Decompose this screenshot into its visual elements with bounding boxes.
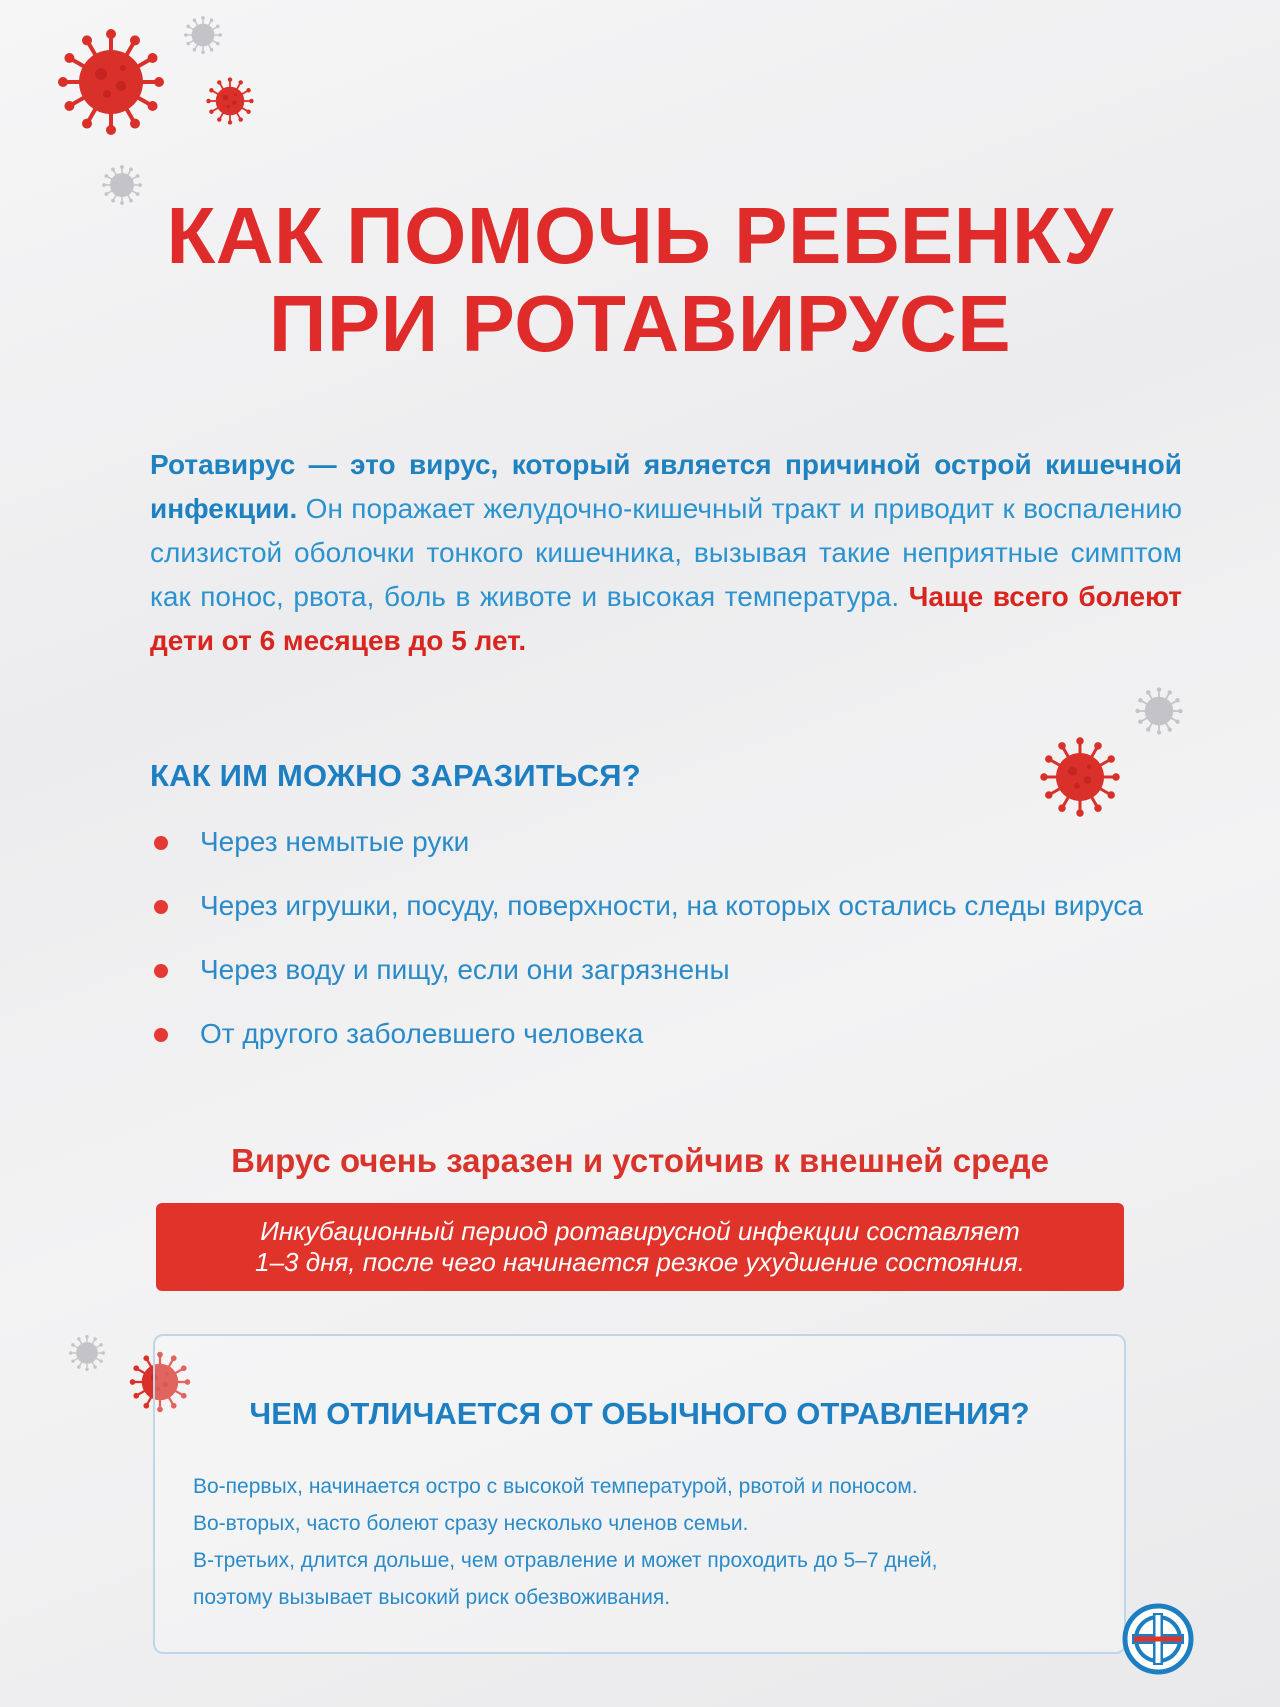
list-item-text: Через немытые руки (200, 826, 470, 857)
banner-line-1: Инкубационный период ротавирусной инфекции составляет (260, 1216, 1020, 1246)
logo-icon (1122, 1603, 1194, 1675)
contagious-notice: Вирус очень заразен и устойчив к внешней среде (231, 1142, 1049, 1179)
intro-age-note: Чаще всего болеют дети от 6 месяцев до 5 лет. (150, 581, 1182, 656)
virus-icon (183, 15, 223, 55)
list-item (150, 826, 1150, 858)
bullet-icon (154, 1028, 168, 1042)
virus-icon (1134, 686, 1184, 736)
difference-line: Во-первых, начинается остро с высокой температурой, рвотой и поносом. (193, 1475, 918, 1498)
banner-line-2: 1–3 дня, после чего начинается резкое ухудшение состояния. (255, 1247, 1025, 1277)
intro-definition: Ротавирус — это вирус, который является причиной острой кишечной инфекции. (150, 449, 1182, 524)
title-line-1: КАК ПОМОЧЬ РЕБЕНКУ (166, 191, 1114, 280)
difference-heading: ЧЕМ ОТЛИЧАЕТСЯ ОТ ОБЫЧНОГО ОТРАВЛЕНИЯ? (249, 1396, 1030, 1431)
difference-line: поэтому вызывает высокий риск обезвоживания. (193, 1586, 671, 1609)
virus-icon (205, 76, 255, 126)
intro-paragraph (150, 443, 1182, 663)
incubation-banner (156, 1203, 1124, 1291)
list-item (150, 890, 1150, 922)
difference-box (153, 1334, 1126, 1654)
virus-icon (1038, 735, 1122, 819)
difference-line: Во-вторых, часто болеют сразу несколько членов семьи. (193, 1512, 749, 1535)
list-item-text: От другого заболевшего человека (200, 1018, 644, 1049)
infection-list (150, 826, 1150, 1082)
bullet-icon (154, 900, 168, 914)
intro-text: Он поражает желудочно-кишечный тракт и приводит к воспалению слизистой оболочки тонкого кишечника, вызывая такие неприятные симптом как понос, рвота, боль в животе и высокая температура. (150, 493, 1182, 612)
difference-line: В-третьих, длится дольше, чем отравление и может проходить до 5–7 дней, (193, 1549, 938, 1572)
difference-text (193, 1468, 1093, 1616)
title-line-2: ПРИ РОТАВИРУСЕ (268, 279, 1012, 368)
virus-icon (68, 1334, 106, 1372)
list-item (150, 1018, 1150, 1050)
page-title (0, 192, 1280, 368)
infection-heading: КАК ИМ МОЖНО ЗАРАЗИТЬСЯ? (150, 758, 641, 793)
list-item (150, 954, 1150, 986)
bullet-icon (154, 964, 168, 978)
list-item-text: Через игрушки, посуду, поверхности, на которых остались следы вируса (200, 890, 1143, 921)
list-item-text: Через воду и пищу, если они загрязнены (200, 954, 730, 985)
bullet-icon (154, 836, 168, 850)
virus-icon (55, 26, 167, 138)
